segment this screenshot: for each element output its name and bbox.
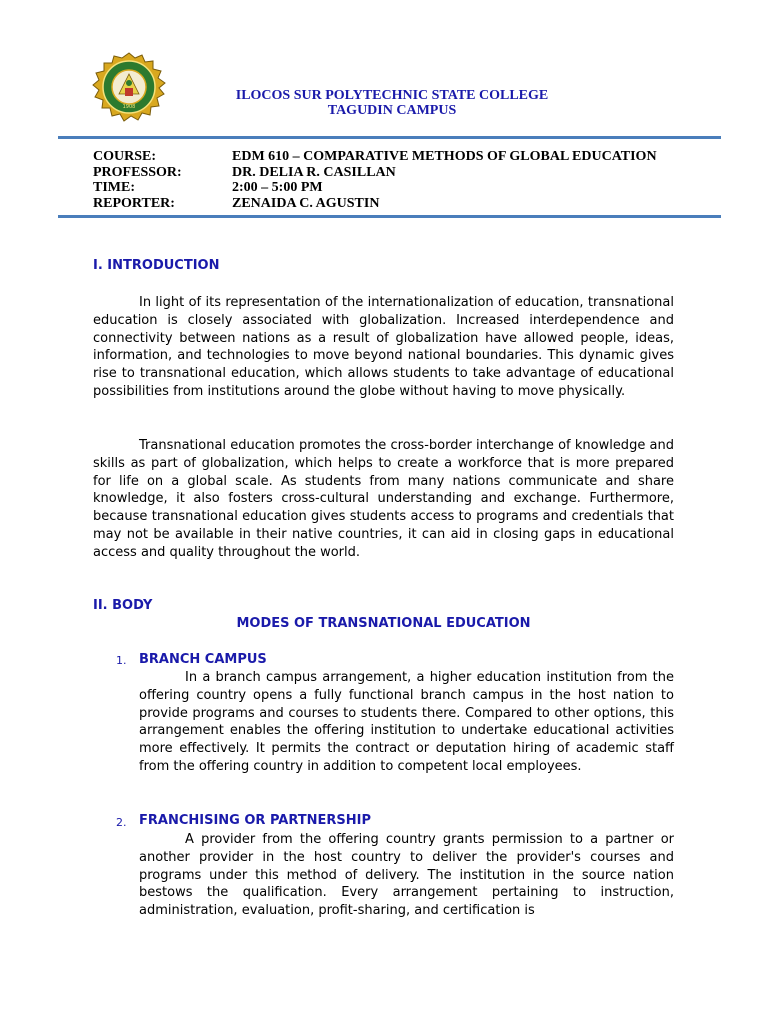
course-info-block	[93, 149, 723, 211]
info-key: TIME:	[93, 180, 135, 196]
list-item-number: 2.	[116, 816, 127, 829]
branch-campus-paragraph: In a branch campus arrangement, a higher education institution from the offering country opens a fully functional branch campus in the host nation to provide programs and courses to students there. Compared to other options, this arrangement enables the offering institution to undertake educational activities more effectively. It permits the contract or deputation hiring of academic staff from the offering country in addition to competent local employees.	[139, 670, 674, 774]
info-row-reporter	[93, 196, 723, 212]
header-bottom-divider	[58, 215, 721, 218]
campus-name: TAGUDIN CAMPUS	[327, 103, 457, 118]
header-top-divider	[58, 136, 721, 139]
intro-paragraph-1: In light of its representation of the internationalization of education, transnational education is closely associated with globalization. Increased interdependence and connectivity between nations as a result of globalization have allowed people, ideas, information, and technologies to move beyond national boundaries. This dynamic gives rise to transnational education, which allows students to take advantage of educational possibilities from institutions around the globe without having to move physically.	[93, 295, 674, 399]
info-row-course	[93, 149, 723, 165]
info-value: 2:00 – 5:00 PM	[232, 180, 323, 196]
modes-subtitle: MODES OF TRANSNATIONAL EDUCATION	[236, 616, 531, 631]
info-row-time	[93, 180, 723, 196]
franchising-paragraph: A provider from the offering country grants permission to a partner or another provider in the host country to deliver the provider's courses and programs under this method of delivery. The institution in the source nation bestows the qualification. Every arrangement pertaining to instruction, administration, evaluation, profit-sharing, and certification is	[139, 832, 674, 919]
info-key: REPORTER:	[93, 195, 175, 211]
franchising-title: FRANCHISING OR PARTNERSHIP	[139, 813, 372, 828]
info-key: PROFESSOR:	[93, 164, 182, 180]
info-value: ZENAIDA C. AGUSTIN	[232, 195, 380, 211]
intro-paragraph-2: Transnational education promotes the cross-border interchange of knowledge and skills as part of globalization, which helps to create a workforce that is more prepared for life on a global scale. As students from many nations communicate and share knowledge, it also fosters cross-cultural understanding and exchange. Furthermore, because transnational education gives students access to programs and credentials that may not be available in their native countries, it can aid in closing gaps in educational access and quality throughout the world.	[93, 438, 674, 560]
body-heading: II. BODY	[93, 598, 153, 613]
institution-name: ILOCOS SUR POLYTECHNIC STATE COLLEGE	[235, 88, 549, 103]
branch-campus-title: BRANCH CAMPUS	[139, 652, 267, 667]
info-value: EDM 610 – COMPARATIVE METHODS OF GLOBAL EDUCATION	[232, 149, 657, 164]
info-value: DR. DELIA R. CASILLAN	[232, 164, 396, 180]
info-key: COURSE:	[93, 149, 157, 164]
info-row-professor	[93, 165, 723, 181]
list-item-number: 1.	[116, 654, 127, 667]
svg-text:1908: 1908	[122, 104, 136, 110]
introduction-heading: I. INTRODUCTION	[93, 258, 220, 273]
